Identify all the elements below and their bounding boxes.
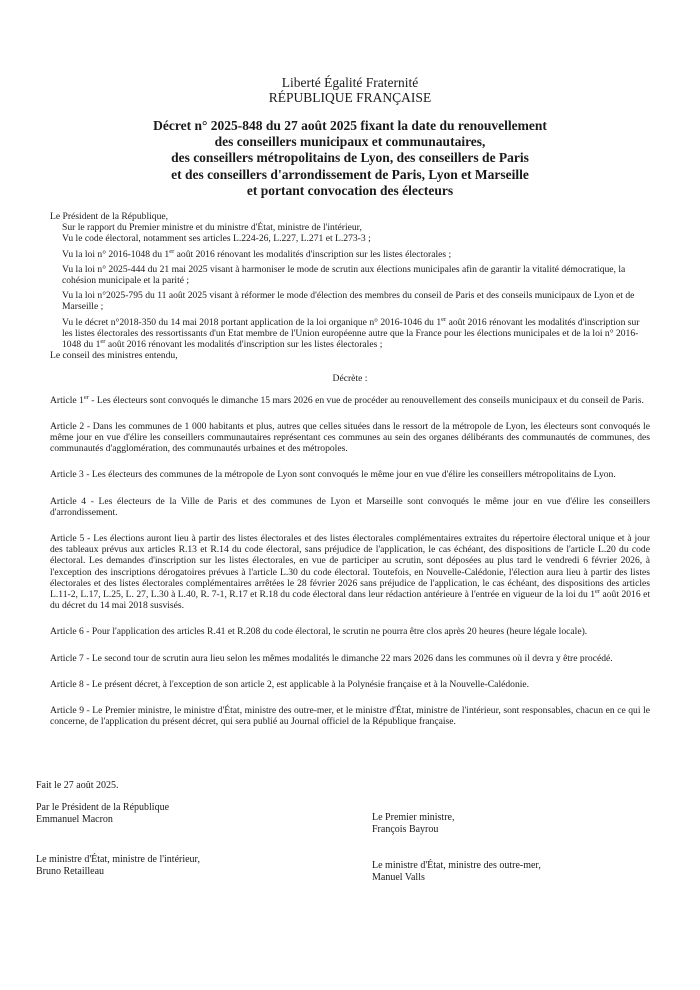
vu-loi-2016-sup: er: [169, 247, 175, 255]
president-name: Emmanuel Macron: [36, 814, 113, 825]
title-line-2: des conseillers municipaux et communautaires,: [214, 134, 486, 150]
preamble-vu-loi-2016: [50, 249, 650, 260]
president-role: Par le Président de la République: [36, 802, 170, 813]
signature-president: [36, 802, 169, 826]
article-5: [50, 533, 650, 611]
overseas-minister-name: Manuel Valls: [372, 872, 425, 883]
article-7: Article 7 - Le second tour de scrutin aura lieu selon les mêmes modalités le dimanche 22 mars 2026 dans les communes où il devra y être procédé.: [50, 652, 613, 664]
vu-decret-sup-2: er: [100, 337, 106, 345]
article-1-sup: er: [83, 393, 89, 401]
republic-name: RÉPUBLIQUE FRANÇAISE: [268, 90, 432, 105]
article-9: Article 9 - Le Premier ministre, le ministre d'État, ministre des outre-mer, et le ministre d'État, ministre de l'intérieur, sont responsables, chacun en ce qui le concerne, de l'application du présent décret, qui sera publié au Journal officiel de la République française.: [50, 705, 650, 728]
article-5-text-a: Article 5 - Les élections auront lieu à partir des listes électorales et des listes électorales complémentaires extraites du répertoire électoral unique et à jour des tableaux prévus aux articles R.13 et R.14 du code électoral, sans préjudice de l'application, le cas échéant, des dispositions de l'article L.20 du code électoral. Les demandes d'inscription sur les listes électorales, en vue de participer au scrutin, sont déposées au plus tard le vendredi 6 février 2026, à l'exception des inscriptions dérogatoires prévues à l'article L.30 du code électoral. Toutefois, en Nouvelle-Calédonie, l'élection aura lieu à partir des listes électorales et des listes électorales complémentaires arrêtées le 28 février 2026 sans préjudice de l'application, le cas échéant, des dispositions des articles L.11-2, L.17, L.25, L. 27, L.30 à L.40, R. 7-1, R.17 et R.18 du code électoral dans leur rédaction antérieure à l'entrée en vigueur de la loi du 1: [50, 533, 650, 601]
title-line-4: et des conseillers d'arrondissement de Paris, Lyon et Marseille: [171, 166, 529, 182]
vu-decret-sup-1: er: [441, 315, 447, 323]
vu-decret-text-a: Vu le décret n°2018-350 du 14 mai 2018 portant application de la loi organique n° 2016-1046 du 1: [62, 316, 442, 328]
signature-overseas-minister: [372, 860, 541, 884]
preamble-vu-decret-2018: [50, 317, 650, 351]
preamble-vu-code: Vu le code électoral, notamment ses articles L.224-26, L.227, L.271 et L.273-3 ;: [62, 233, 371, 245]
republic-motto: Liberté Égalité Fraternité: [281, 75, 419, 90]
preamble-rapport: Sur le rapport du Premier ministre et du ministre d'État, ministre de l'intérieur,: [62, 222, 362, 234]
article-5-sup: er: [595, 587, 601, 595]
vu-decret-text-b: août 2016 rénovant les modalités d'inscription sur les listes électorales des ressortissants d'un Etat membre de l'Union européenne autre que la France pour les élections municipales et de la loi n° 2016-1048 du 1: [62, 316, 640, 351]
preamble-president: Le Président de la République,: [50, 211, 169, 222]
overseas-minister-role: Le ministre d'État, ministre des outre-mer,: [372, 860, 541, 871]
document-header: [0, 75, 700, 105]
article-8: Article 8 - Le présent décret, à l'exception de son article 2, est applicable à la Polynésie française et à la Nouvelle-Calédonie.: [50, 678, 530, 690]
signature-interior-minister: [36, 854, 200, 878]
article-5-text-b: août 2016 et du décret du 14 mai 2018 susvisés.: [50, 589, 650, 612]
vu-decret-text-c: août 2016 rénovant les modalités d'inscription sur les listes électorales ;: [105, 339, 383, 351]
decree-title: [120, 118, 580, 199]
prime-minister-role: Le Premier ministre,: [372, 812, 455, 823]
article-1: [50, 395, 650, 406]
signature-prime-minister: [372, 812, 454, 836]
article-1-label: Article 1: [50, 394, 84, 406]
preamble-conseil: Le conseil des ministres entendu,: [50, 350, 178, 362]
prime-minister-name: François Bayrou: [372, 824, 439, 835]
title-line-3: des conseillers métropolitains de Lyon, des conseillers de Paris: [171, 150, 529, 166]
article-1-text: - Les électeurs sont convoqués le dimanche 15 mars 2026 en vue de procéder au renouvellement des conseils municipaux et du conseil de Paris.: [88, 394, 644, 406]
signature-date: Fait le 27 août 2025.: [36, 780, 119, 791]
interior-minister-role: Le ministre d'État, ministre de l'intérieur,: [36, 854, 200, 865]
article-6: Article 6 - Pour l'application des articles R.41 et R.208 du code électoral, le scrutin ne pourra être clos après 20 heures (heure légale locale).: [50, 626, 588, 638]
preamble-vu-loi-2025-795: Vu la loi n°2025-795 du 11 août 2025 visant à réformer le mode d'élection des membres du conseil de Paris et des conseils municipaux de Lyon et de Marseille ;: [62, 290, 635, 313]
preamble-vu-loi-2025-444: Vu la loi n° 2025-444 du 21 mai 2025 visant à harmoniser le mode de scrutin aux élections municipales afin de garantir la vitalité démocratique, la cohésion municipale et la parité ;: [62, 263, 626, 287]
title-line-1: Décret n° 2025-848 du 27 août 2025 fixant la date du renouvellement: [153, 118, 547, 133]
interior-minister-name: Bruno Retailleau: [36, 866, 105, 877]
vu-loi-2016-text-b: août 2016 rénovant les modalités d'inscription sur les listes électorales ;: [174, 248, 452, 260]
title-line-5: et portant convocation des électeurs: [246, 182, 454, 198]
decrete-heading: Décrète :: [332, 373, 368, 385]
vu-loi-2016-text-a: Vu la loi n° 2016-1048 du 1: [62, 248, 170, 260]
decree-body: [50, 211, 650, 728]
article-3: Article 3 - Les électeurs des communes de la métropole de Lyon sont convoqués le même jour en vue d'élire les conseillers métropolitains de Lyon.: [50, 469, 616, 481]
article-4: Article 4 - Les électeurs de la Ville de Paris et des communes de Lyon et Marseille sont convoqués le même jour en vue d'élire les conseillers d'arrondissement.: [50, 495, 650, 518]
article-2: Article 2 - Dans les communes de 1 000 habitants et plus, autres que celles situées dans le ressort de la métropole de Lyon, les électeurs sont convoqués le même jour en vue d'élire les conseillers communautaires représentant ces communes au sein des organes délibérants des communautés de communes, des communautés d'agglomération, des communautés urbaines et des métropoles.: [50, 420, 650, 455]
